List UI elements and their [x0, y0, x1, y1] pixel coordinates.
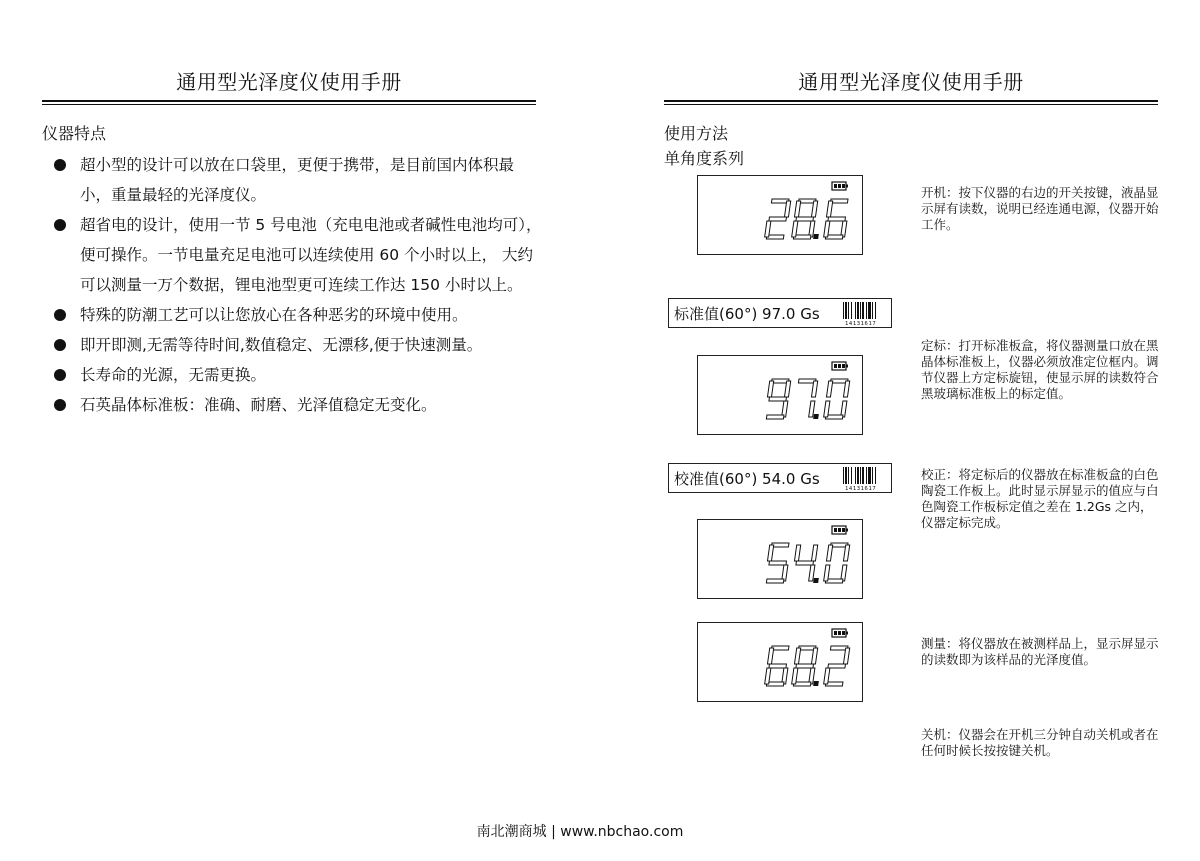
lcd-display [697, 175, 863, 255]
step-verify: 校正：将定标后的仪器放在标准板盒的白色陶瓷工作板上。此时显示屏显示的值应与白色陶瓷工作板标定值之差在 1.2Gs 之内，仪器定标完成。 [921, 467, 1159, 530]
bullet-icon [54, 159, 66, 171]
header-rule-left [42, 100, 536, 105]
page-title-right: 通用型光泽度仪使用手册 [798, 70, 1024, 94]
lcd-display [697, 355, 863, 435]
features-list [52, 150, 542, 420]
bullet-icon [54, 219, 66, 231]
feature-text: 石英晶体标准板：准确、耐磨、光泽值稳定无变化。 [80, 396, 437, 414]
lcd-digit [823, 646, 850, 686]
lcd-digit [823, 199, 850, 239]
feature-item [52, 150, 542, 210]
lcd-digit [823, 543, 850, 583]
lcd-digit [823, 379, 850, 419]
header-rule-right [664, 100, 1158, 105]
feature-text: 特殊的防潮工艺可以让您放心在各种恶劣的环境中使用。 [80, 306, 468, 324]
battery-icon [832, 182, 848, 190]
page-title-left: 通用型光泽度仪使用手册 [176, 70, 402, 94]
lcd-decimal-point [813, 578, 819, 583]
lcd-digit [791, 199, 818, 239]
lcd-decimal-point [813, 234, 819, 239]
calibration-label [668, 463, 892, 493]
battery-icon [832, 629, 848, 637]
lcd-digit [764, 646, 791, 686]
lcd-digit [764, 543, 791, 583]
lcd-decimal-point [813, 414, 819, 419]
lcd-digit [764, 199, 791, 239]
lcd-decimal-point [813, 681, 819, 686]
feature-text: 超小型的设计可以放在口袋里，更便于携带，是目前国内体积最小，重量最轻的光泽度仪。 [80, 156, 515, 204]
feature-item [52, 360, 542, 390]
barcode-icon [843, 467, 887, 491]
lcd-screen [698, 356, 861, 433]
step-measure: 测量：将仪器放在被测样品上，显示屏显示的读数即为该样品的光泽度值。 [921, 636, 1159, 667]
lcd-screen [698, 176, 861, 253]
feature-text: 超省电的设计，使用一节 5 号电池（充电电池或者碱性电池均可），便可操作。一节电量充足电池可以连续使用 60 个小时以上， 大约可以测量一万个数据，锂电池型更可连续工作达 150 小时以上。 [80, 216, 542, 294]
bullet-icon [54, 309, 66, 321]
feature-item [52, 390, 542, 420]
features-heading: 仪器特点 [42, 124, 107, 143]
lcd-display [697, 622, 863, 702]
feature-item [52, 330, 542, 360]
barcode-number: 14131617 [845, 486, 877, 491]
lcd-digit [791, 646, 818, 686]
lcd-digit [764, 379, 791, 419]
footer-text: 南北潮商城 | www.nbchao.com [476, 824, 684, 840]
lcd-screen [698, 520, 861, 597]
feature-text: 即开即测,无需等待时间,数值稳定、无漂移,便于快速测量。 [80, 336, 483, 354]
bullet-icon [54, 339, 66, 351]
usage-heading: 使用方法 [664, 124, 729, 143]
step-power-off: 关机：仪器会在开机三分钟自动关机或者在任何时候长按按键关机。 [921, 727, 1159, 758]
lcd-digit [792, 545, 818, 581]
calibration-label-text: 校准值(60°) 54.0 Gs [674, 470, 820, 488]
step-calibrate: 定标：打开标准板盒，将仪器测量口放在黑晶体标准板上，仪器必须放准定位框内。调节仪器上方定标旋钮，使显示屏的读数符合黑玻璃标准板上的标定值。 [921, 338, 1159, 401]
feature-text: 长寿命的光源，无需更换。 [80, 366, 267, 384]
battery-icon [832, 526, 848, 534]
lcd-digit [794, 379, 818, 417]
lcd-display [697, 519, 863, 599]
feature-item [52, 210, 542, 300]
usage-subheading: 单角度系列 [664, 149, 745, 168]
bullet-icon [54, 399, 66, 411]
barcode-icon [843, 302, 887, 326]
lcd-screen [698, 623, 861, 700]
feature-item [52, 300, 542, 330]
calibration-label [668, 298, 892, 328]
calibration-label-text: 标准值(60°) 97.0 Gs [674, 305, 820, 323]
battery-icon [832, 362, 848, 370]
bullet-icon [54, 369, 66, 381]
step-power-on: 开机：按下仪器的右边的开关按键，液晶显示屏有读数，说明已经连通电源，仪器开始工作。 [921, 185, 1159, 232]
barcode-number: 14131617 [845, 321, 877, 326]
